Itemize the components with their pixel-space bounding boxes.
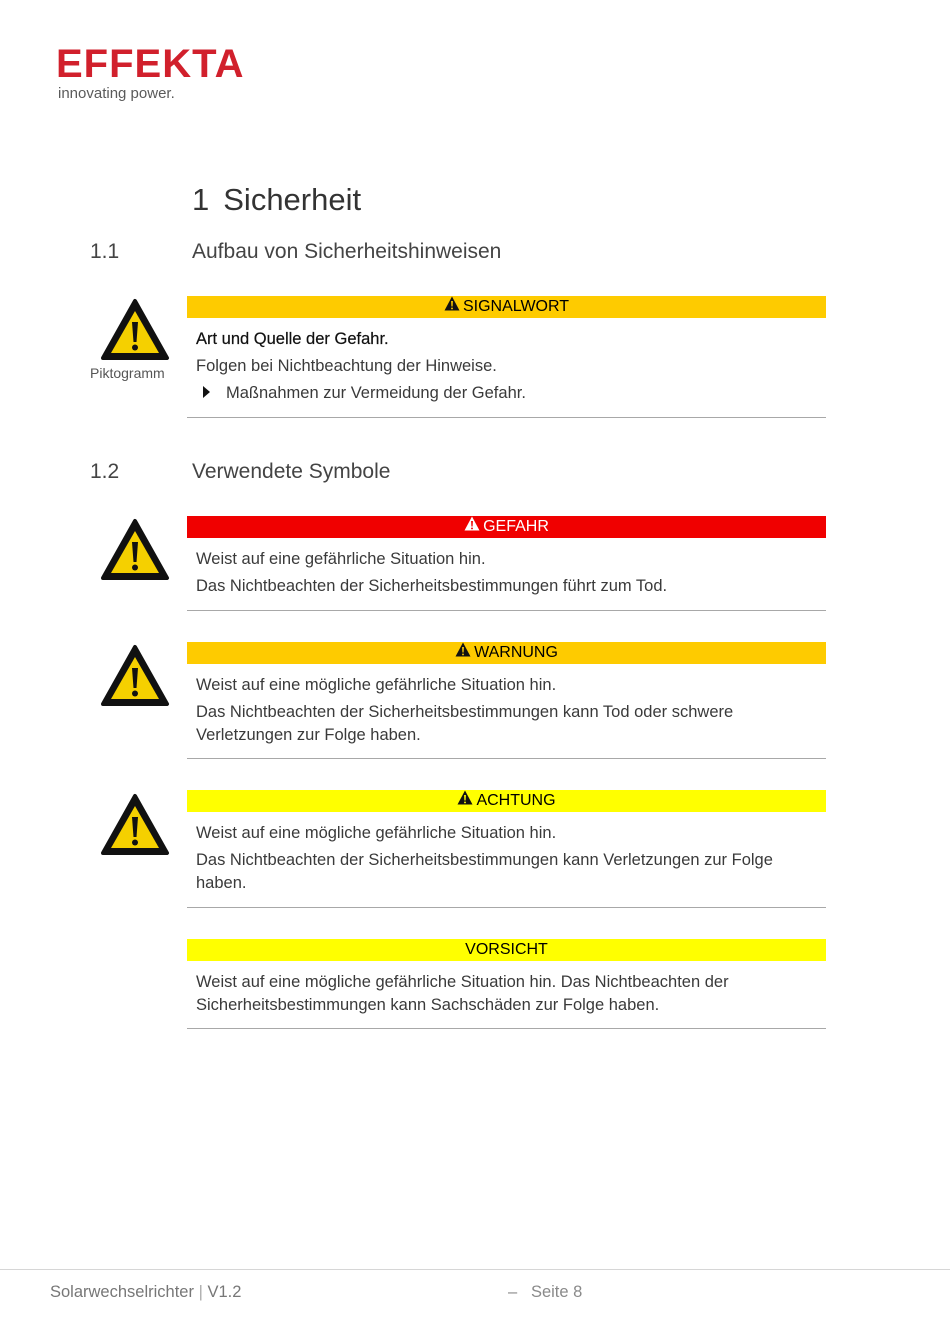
danger-banner	[187, 516, 826, 538]
product-name: Solarwechselrichter	[50, 1283, 194, 1301]
divider	[187, 758, 826, 759]
notice-banner	[187, 939, 826, 961]
alert-triangle-icon	[444, 296, 463, 318]
footer-dash: –	[508, 1283, 518, 1301]
divider	[187, 1028, 826, 1029]
pictogram-label: Piktogramm	[90, 365, 165, 381]
caution-banner	[187, 790, 826, 812]
footer-divider	[0, 1269, 950, 1270]
signal-word-label: ACHTUNG	[476, 792, 556, 809]
description-text: Weist auf eine mögliche gefährliche Situation hin.	[196, 676, 557, 694]
warning-banner	[187, 642, 826, 664]
page-label: Seite 8	[530, 1283, 583, 1301]
document-version: V1.2	[207, 1283, 242, 1301]
warning-triangle-icon	[100, 793, 170, 857]
signal-word-label: VORSICHT	[465, 941, 548, 958]
signal-word-label: GEFAHR	[483, 518, 549, 535]
signal-word-label: SIGNALWORT	[462, 298, 570, 315]
signal-word-banner	[187, 296, 826, 318]
alert-triangle-icon	[455, 642, 474, 664]
alert-triangle-icon	[457, 790, 476, 812]
consequence-text: Das Nichtbeachten der Sicherheitsbestimmungen kann Verletzungen zur Folge haben.	[196, 851, 773, 892]
section-number: 1.2	[90, 460, 120, 483]
warning-triangle-icon	[100, 644, 170, 708]
chapter-number: 1	[192, 182, 210, 217]
page-number	[508, 1281, 582, 1303]
section-title: Aufbau von Sicherheitshinweisen	[192, 240, 502, 263]
divider	[187, 907, 826, 908]
consequence-text: Das Nichtbeachten der Sicherheitsbestimmungen kann Tod oder schwere Verletzungen zur Folge haben.	[196, 703, 734, 744]
signal-word-label: WARNUNG	[474, 644, 558, 661]
chapter-heading	[192, 180, 361, 220]
measure-text: Maßnahmen zur Vermeidung der Gefahr.	[226, 384, 526, 402]
warning-triangle-icon	[100, 298, 170, 362]
company-logo: EFFEKTA	[56, 42, 245, 86]
description-text: Weist auf eine mögliche gefährliche Situation hin.	[196, 824, 557, 842]
description-text: Weist auf eine gefährliche Situation hin.	[196, 550, 486, 568]
company-tagline: innovating power.	[58, 85, 175, 102]
description-text: Weist auf eine mögliche gefährliche Situation hin. Das Nichtbeachten der Sicherheitsbestimmungen kann Sachschäden zur Folge haben.	[196, 973, 729, 1014]
chapter-title: Sicherheit	[223, 182, 362, 217]
divider	[187, 417, 826, 418]
divider	[187, 610, 826, 611]
hazard-source-text: Art und Quelle der Gefahr.	[196, 330, 389, 348]
warning-triangle-icon	[100, 518, 170, 582]
section-title: Verwendete Symbole	[192, 460, 391, 483]
footer-separator: |	[198, 1283, 203, 1301]
triangle-right-icon	[203, 386, 210, 398]
consequence-text: Folgen bei Nichtbeachtung der Hinweise.	[196, 357, 497, 375]
footer-product	[50, 1281, 241, 1303]
consequence-text: Das Nichtbeachten der Sicherheitsbestimmungen führt zum Tod.	[196, 577, 668, 595]
alert-triangle-icon	[464, 516, 483, 538]
section-number: 1.1	[90, 240, 120, 263]
